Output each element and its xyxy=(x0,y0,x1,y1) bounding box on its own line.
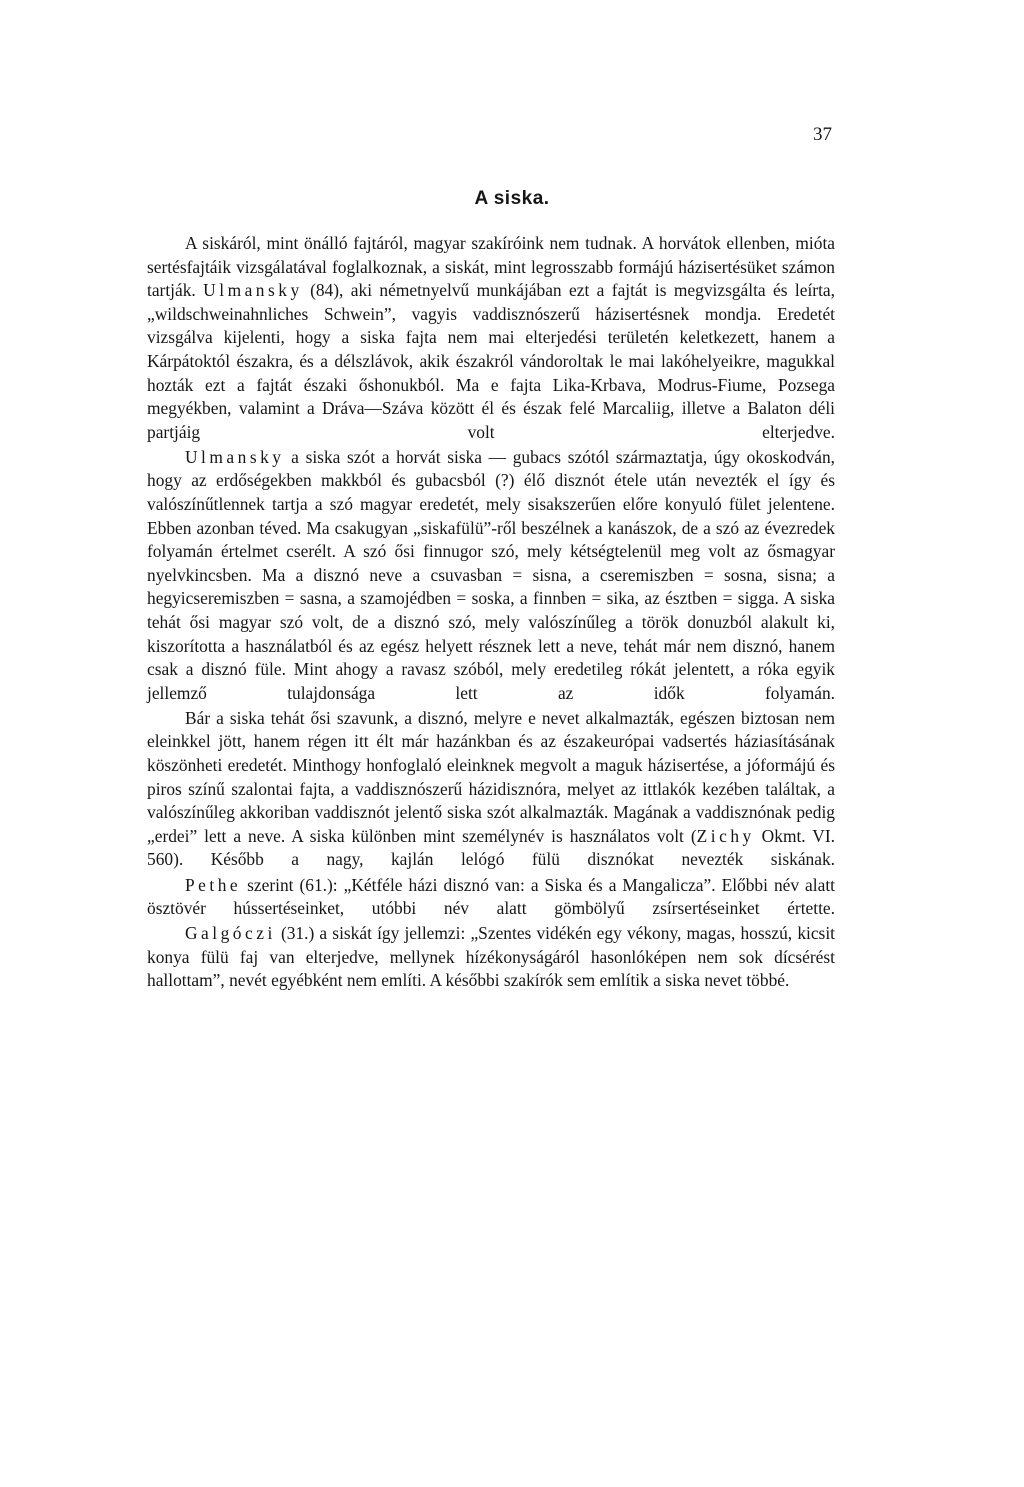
paragraph-1-text-a: A siskáról, mint önálló fajtáról, magyar szakíróink nem tudnak. A horvátok ellenben, mióta sertésfajtáik vizsgálatával foglalkoznak, a siskát, mint legrosszabb formájú házisertésüket számon tartják. xyxy=(147,233,835,301)
article-body xyxy=(147,232,835,993)
paragraph-5-text: (31.) a siskát így jellemzi: „Szentes vidékén egy vékony, magas, hosszú, kicsit konya fülü faj van elterjedve, mellynek hízékonyságáról hasonlóképen nem sok dícsérést hallottam”, nevét egyébként nem említi. A későbbi szakírók sem említik a siska nevet többé. xyxy=(147,923,835,991)
paragraph-5 xyxy=(147,922,835,993)
paragraph-4 xyxy=(147,874,835,921)
paragraph-2-text: a siska szót a horvát siska — gubacs szótól származtatja, úgy okoskodván, hogy az erdőségekben makkból és gubacsból (?) élő disznót étele után nevezték el így és valószínűtlennek tartja a szó magyar eredetét, mely sisakszerűen előre konyuló fület jelentene. Ebben azonban téved. Ma csakugyan „siskafülü”-ről beszélnek a kanászok, de a szó az évezredek folyamán értelmet cserélt. A szó ősi finnugor szó, mely kétségtelenül meg volt az ősmagyar nyelvkincsben. Ma a disznó neve a csuvasban = sisna, a cseremiszben = sosna, sisna; a hegyicseremiszben = sasna, a szamojédben = soska, a finnben = sika, az észtben = sigga. A siska tehát ősi magyar szó volt, de a disznó szó, mely valószínűleg a török donuzból alakult ki, kiszorította a használatból és az egész helyett résznek lett a neve, tehát már nem disznó, hanem csak a disznó füle. Mint ahogy a ravasz szóból, mely eredetileg rókát jelentett, a róka egyik jellemző tulajdonsága lett az idők folyamán. xyxy=(147,446,835,703)
author-name-ulmansky: Ulmansky xyxy=(185,446,285,467)
page-number: 37 xyxy=(813,124,832,145)
paragraph-2 xyxy=(147,446,835,706)
paragraph-3-text-b: Okmt. VI. 560). Később a nagy, kajlán lelógó fülü disznókat nevezték siskának. xyxy=(147,825,835,870)
author-name-ulmansky: Ulmansky xyxy=(203,280,303,301)
paragraph-1 xyxy=(147,232,835,444)
author-name-pethe: Pethe xyxy=(185,874,242,895)
paragraph-3-text-a: Bár a siska tehát ősi szavunk, a disznó, melyre e nevet alkalmazták, egészen biztosan nem eleinkkel jött, hanem régen itt élt már hazánkban és az északeurópai vadsertés háziasításának köszönheti eredetét. Minthogy honfoglaló eleinknek megvolt a maguk házisertése, a jóformájú és piros színű szalontai fajta, a vaddisznószerű házidisznóra, melyet az ittlakók kezében találtak, a valószínűleg akkoriban vaddisznót jelentő siska szót alkalmazták. Magának a vaddisznónak pedig „erdei” lett a neve. A siska különben mint személynév is használatos volt ( xyxy=(147,707,835,846)
author-name-zichy: Zichy xyxy=(696,825,755,846)
paragraph-3 xyxy=(147,707,835,872)
paragraph-1-text-b: (84), aki németnyelvű munkájában ezt a fajtát is megvizsgálta és leírta, „wildschweinahnliches Schwein”, vagyis vaddisznószerű házisertésnek mondja. Eredetét vizsgálva kijelenti, hogy a siska fajta nem mai elterjedési területén keletkezett, hanem a Kárpátoktól északra, és a délszlávok, akik északról vándoroltak le mai lakóhelyeikre, magukkal hozták ezt a fajtát északi őshonukból. Ma e fajta Lika-Krbava, Modrus-Fiume, Pozsega megyékben, valamint a Dráva—Száva között él és észak felé Marcaliig, illetve a Balaton déli partjáig volt elterjedve. xyxy=(147,280,835,442)
author-name-galgoczi: Galgóczi xyxy=(185,923,276,944)
page-title: A siska. xyxy=(474,188,550,209)
paragraph-4-text: szerint (61.): „Kétféle házi disznó van: a Siska és a Mangalicza”. Előbbi név alatt ösztövér hússertéseinket, utóbbi név alatt gömbölyű zsírsertéseinket értette. xyxy=(147,874,835,919)
